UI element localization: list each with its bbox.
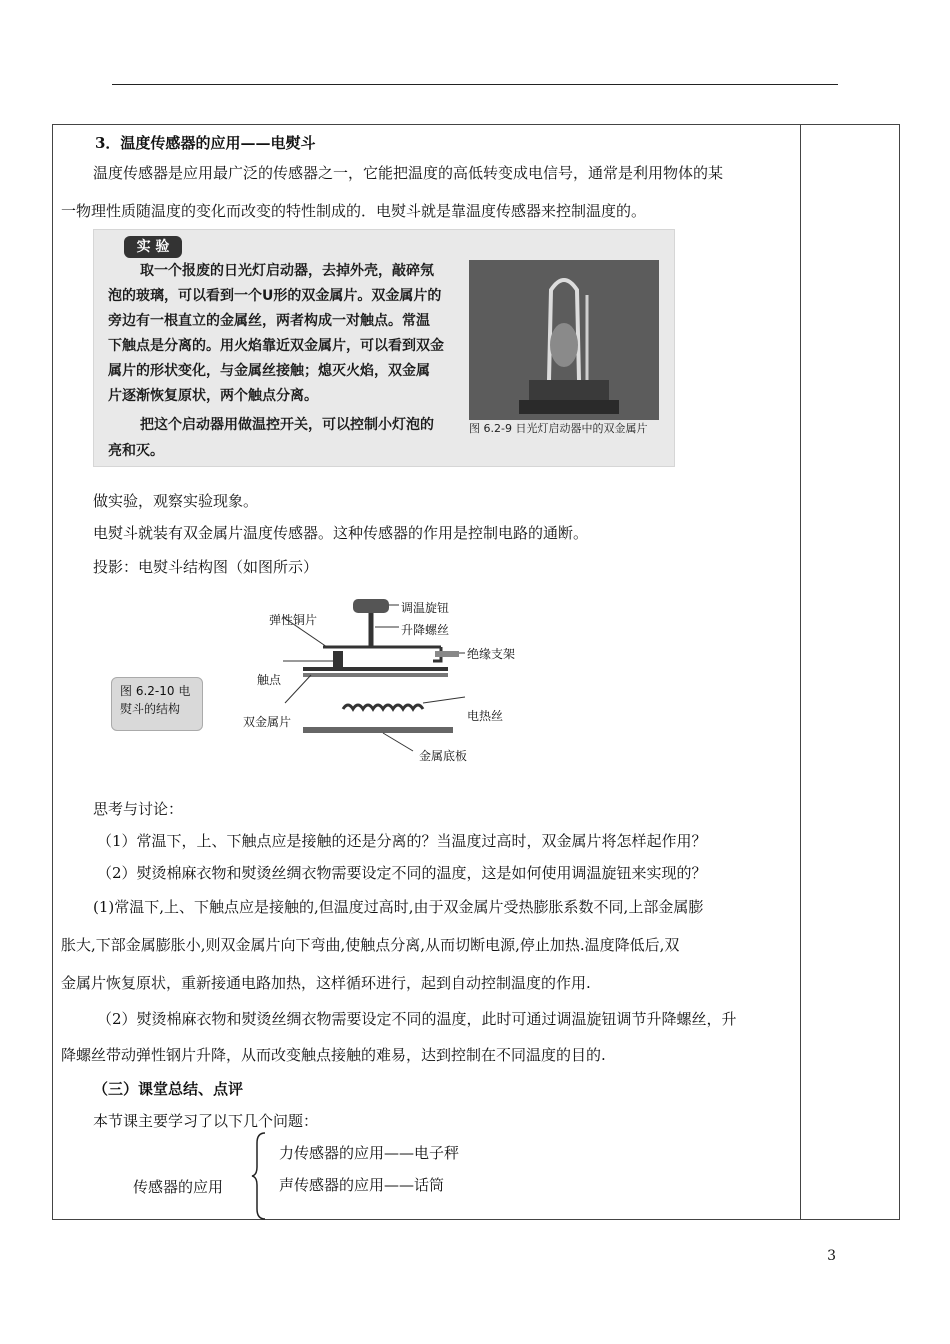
experiment-line: 旁边有一根直立的金属丝，两者构成一对触点。常温: [108, 313, 430, 329]
figure-label: 图 6.2-10 电熨斗的结构: [111, 677, 203, 731]
label-bimetal: 双金属片: [243, 715, 292, 729]
experiment-line: 取一个报废的日光灯启动器，去掉外壳，敲碎氖: [140, 263, 434, 279]
brace-icon: [251, 1131, 267, 1221]
experiment-line: 把这个启动器用做温控开关，可以控制小灯泡的: [140, 417, 434, 433]
experiment-line: 亮和灭。: [108, 443, 164, 459]
after-line-1: 做实验，观察实验现象。: [93, 492, 259, 510]
lesson-table: [52, 124, 900, 1220]
summary-item: 力传感器的应用——电子秤: [279, 1144, 460, 1162]
label-base: 金属底板: [419, 749, 468, 763]
answer-2-line: （2）熨烫棉麻衣物和熨烫丝绸衣物需要设定不同的温度，此时可通过调温旋钮调节升降螺丝，升: [97, 1010, 737, 1028]
experiment-line: 片逐渐恢复原状，两个触点分离。: [108, 388, 318, 404]
answer-1-line: 金属片恢复原状，重新接通电路加热，这样循环进行，起到自动控制温度的作用.: [61, 974, 591, 992]
header-rule: [112, 84, 838, 85]
experiment-line: 泡的玻璃，可以看到一个U形的双金属片。双金属片的: [108, 288, 442, 304]
summary-item: 声传感器的应用——话筒: [279, 1176, 445, 1194]
bimetal-starter-photo: [469, 260, 659, 420]
experiment-tag: 实 验: [124, 236, 182, 258]
summary-heading: （三）课堂总结、点评: [93, 1080, 244, 1098]
summary-intro: 本节课主要学习了以下几个问题：: [93, 1112, 319, 1130]
label-knob: 调温旋钮: [401, 601, 450, 615]
section-title: 3．温度传感器的应用——电熨斗: [95, 134, 316, 152]
page-number: 3: [827, 1248, 836, 1264]
answer-2-line: 降螺丝带动弹性钢片升降，从而改变触点接触的难易，达到控制在不同温度的目的.: [61, 1046, 606, 1064]
photo-caption: 图 6.2-9 日光灯启动器中的双金属片: [469, 422, 648, 435]
question-2: （2）熨烫棉麻衣物和熨烫丝绸衣物需要设定不同的温度，这是如何使用调温旋钮来实现的？: [97, 864, 707, 882]
label-spring: 弹性铜片: [269, 613, 318, 627]
answer-1-line: 胀大,下部金属膨胀小,则双金属片向下弯曲,使触点分离,从而切断电源,停止加热.温度降低后,双: [61, 936, 680, 954]
label-screw: 升降螺丝: [401, 623, 450, 637]
intro-line-2: 一物理性质随温度的变化而改变的特性制成的．电熨斗就是靠温度传感器来控制温度的。: [61, 202, 647, 220]
after-line-3: 投影：电熨斗结构图（如图所示）: [93, 558, 319, 576]
intro-line-1: 温度传感器是应用最广泛的传感器之一，它能把温度的高低转变成电信号，通常是利用物体的某: [93, 164, 724, 182]
summary-left-label: 传感器的应用: [133, 1178, 224, 1196]
label-support: 绝缘支架: [467, 647, 516, 661]
experiment-line: 属片的形状变化，与金属丝接触；熄灭火焰，双金属: [108, 363, 430, 379]
question-1: （1）常温下，上、下触点应是接触的还是分离的？当温度过高时，双金属片将怎样起作用？: [97, 832, 707, 850]
experiment-line: 下触点是分离的。用火焰靠近双金属片，可以看到双金: [108, 338, 444, 354]
column-divider: [800, 125, 801, 1219]
iron-structure-diagram: [203, 591, 493, 761]
after-line-2: 电熨斗就装有双金属片温度传感器。这种传感器的作用是控制电路的通断。: [93, 524, 589, 542]
main-content-cell: [53, 125, 800, 1219]
label-heater: 电热丝: [467, 709, 504, 723]
discussion-heading: 思考与讨论：: [93, 800, 184, 818]
answer-1-line: (1)常温下,上、下触点应是接触的,但温度过高时,由于双金属片受热膨胀系数不同,上部金属膨: [93, 898, 704, 916]
label-contact: 触点: [257, 673, 282, 687]
experiment-figure: [93, 229, 675, 467]
